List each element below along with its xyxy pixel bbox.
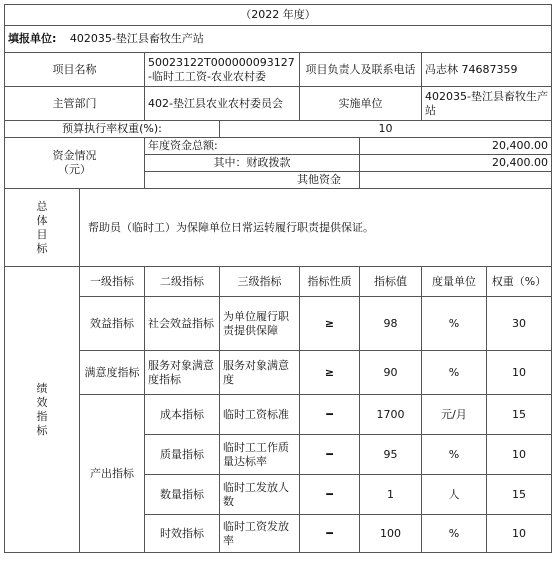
group-output: 产出指标 — [80, 395, 145, 553]
header-level2: 二级指标 — [145, 267, 220, 297]
table-row — [5, 395, 552, 435]
level2-cell: 数量指标 — [145, 475, 220, 515]
unit-cell: % — [422, 515, 487, 553]
project-name-label: 项目名称 — [5, 53, 145, 87]
header-level1: 一级指标 — [80, 267, 145, 297]
funds-total-label: 年度资金总额: — [145, 138, 360, 155]
unit-cell: % — [422, 435, 487, 475]
weight-cell: 10 — [487, 351, 552, 395]
level2-cell: 质量指标 — [145, 435, 220, 475]
indicators-section-label: 绩 效 指 标 — [5, 267, 80, 553]
funds-fiscal-label: 其中：财政拨款 — [145, 155, 360, 172]
funds-label — [5, 138, 145, 189]
weight-cell: 15 — [487, 395, 552, 435]
impl-label: 实施单位 — [300, 87, 422, 121]
funds-other-label: 其他资金 — [145, 172, 360, 189]
level2-cell: 时效指标 — [145, 515, 220, 553]
unit-cell: 人 — [422, 475, 487, 515]
group-benefit: 效益指标 — [80, 297, 145, 351]
funds-total-value: 20,400.00 — [360, 138, 552, 155]
weight-cell: 30 — [487, 297, 552, 351]
value-cell: 100 — [360, 515, 422, 553]
level3-cell: 临时工资发放率 — [220, 515, 300, 553]
nature-cell: ≥ — [300, 297, 360, 351]
filler-value: 402035-垫江县畜牧生产站 — [69, 32, 204, 45]
nature-cell: ━ — [300, 475, 360, 515]
impl-value: 402035-垫江县畜牧生产站 — [422, 87, 552, 121]
project-name-value: 50023122T000000093127-临时工工资-农业农村委 — [145, 53, 300, 87]
value-cell: 1 — [360, 475, 422, 515]
value-cell: 98 — [360, 297, 422, 351]
filler-label: 填报单位: — [8, 32, 57, 45]
dept-label: 主管部门 — [5, 87, 145, 121]
level2-cell: 成本指标 — [145, 395, 220, 435]
table-row — [5, 297, 552, 351]
funds-other-value — [360, 172, 552, 189]
goal-text: 帮助员（临时工）为保障单位日常运转履行职责提供保证。 — [80, 189, 552, 267]
level3-cell: 服务对象满意度 — [220, 351, 300, 395]
value-cell: 95 — [360, 435, 422, 475]
table-row — [5, 351, 552, 395]
goal-label: 总 体 目 标 — [5, 189, 80, 267]
level3-cell: 临时工资标准 — [220, 395, 300, 435]
value-cell: 90 — [360, 351, 422, 395]
header-weight: 权重（%） — [487, 267, 552, 297]
funds-fiscal-value: 20,400.00 — [360, 155, 552, 172]
dept-value: 402-垫江县农业农村委员会 — [145, 87, 300, 121]
nature-cell: ━ — [300, 395, 360, 435]
filler-row — [5, 26, 552, 53]
value-cell: 1700 — [360, 395, 422, 435]
weight-cell: 10 — [487, 435, 552, 475]
funds-label-line2: （元） — [58, 163, 91, 176]
group-satisfaction: 满意度指标 — [80, 351, 145, 395]
header-nature: 指标性质 — [300, 267, 360, 297]
nature-cell: ≥ — [300, 351, 360, 395]
nature-cell: ━ — [300, 435, 360, 475]
performance-target-table — [4, 4, 552, 553]
level3-cell: 临时工工作质量达标率 — [220, 435, 300, 475]
level3-cell: 为单位履行职责提供保障 — [220, 297, 300, 351]
performance-target-table-frame — [4, 4, 551, 576]
year-title: （2022 年度） — [5, 5, 552, 26]
nature-cell: ━ — [300, 515, 360, 553]
level3-cell: 临时工发放人数 — [220, 475, 300, 515]
level2-cell: 社会效益指标 — [145, 297, 220, 351]
funds-label-line1: 资金情况 — [52, 149, 97, 162]
budget-weight-label: 预算执行率权重(%): — [5, 121, 220, 138]
contact-value: 冯志林 74687359 — [422, 53, 552, 87]
level2-cell: 服务对象满意度指标 — [145, 351, 220, 395]
contact-label: 项目负责人及联系电话 — [300, 53, 422, 87]
weight-cell: 15 — [487, 475, 552, 515]
budget-weight-value: 10 — [220, 121, 552, 138]
header-unit: 度量单位 — [422, 267, 487, 297]
weight-cell: 10 — [487, 515, 552, 553]
unit-cell: % — [422, 351, 487, 395]
header-value: 指标值 — [360, 267, 422, 297]
unit-cell: % — [422, 297, 487, 351]
unit-cell: 元/月 — [422, 395, 487, 435]
header-level3: 三级指标 — [220, 267, 300, 297]
